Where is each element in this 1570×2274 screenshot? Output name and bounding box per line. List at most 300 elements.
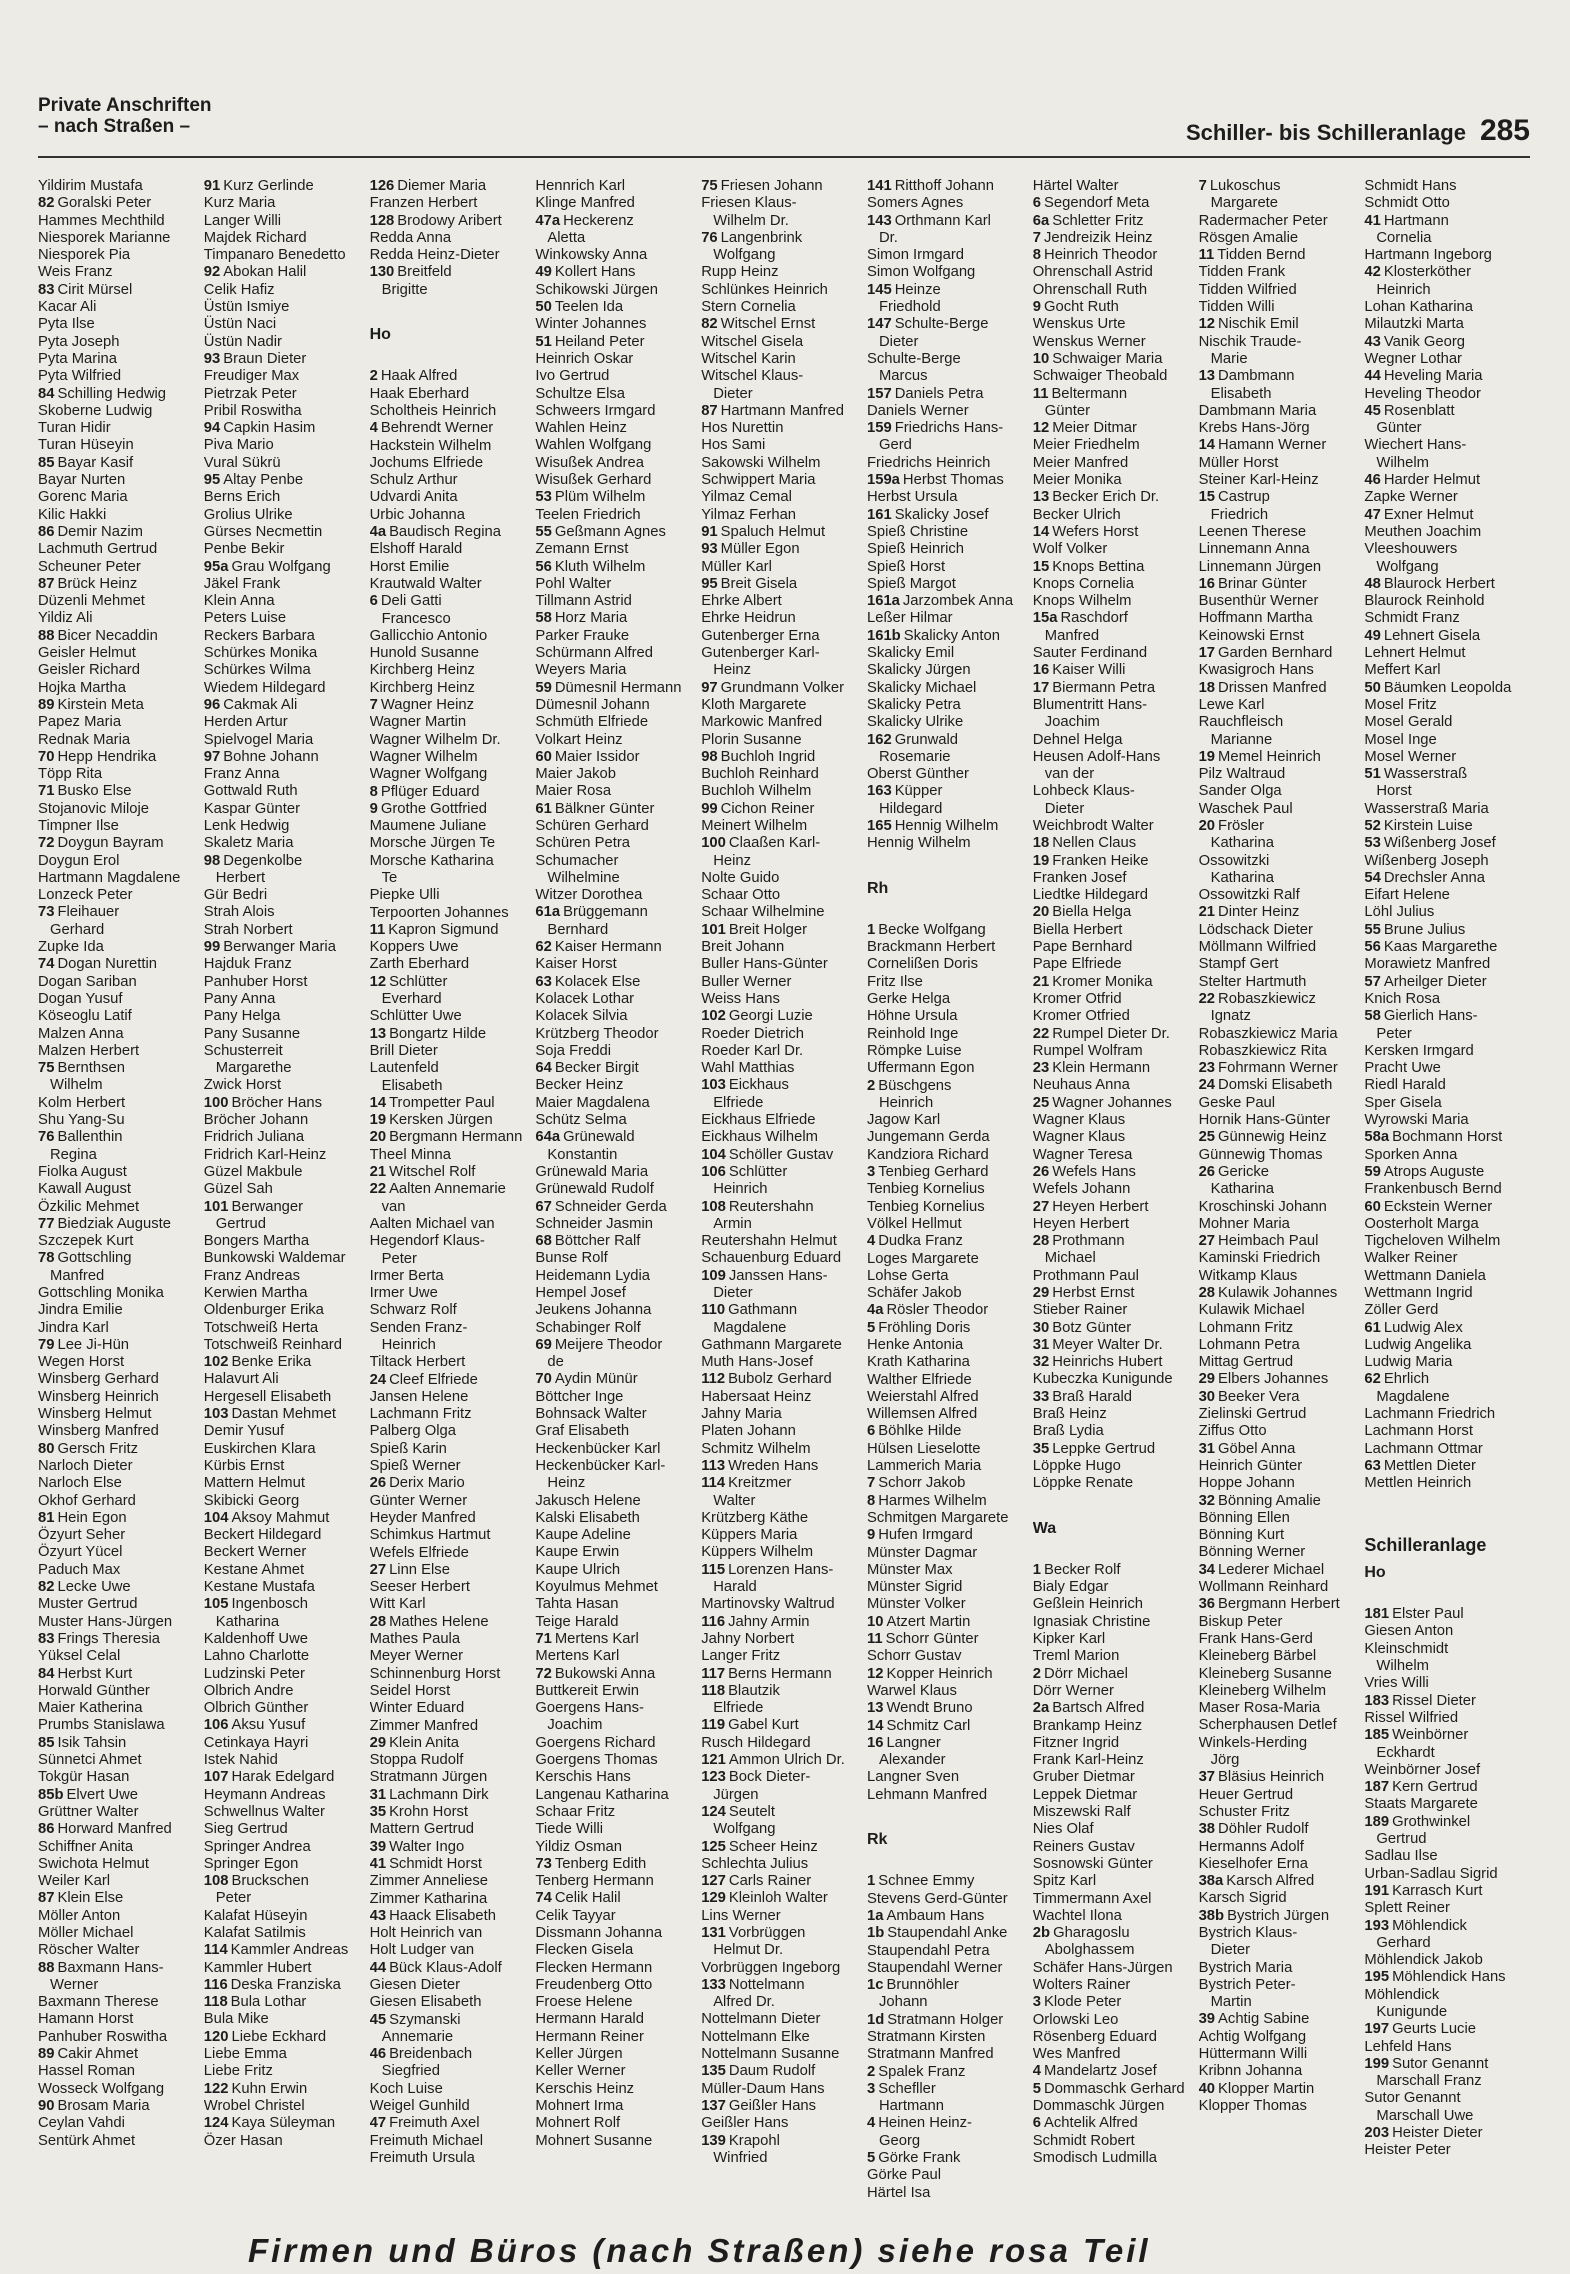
directory-entry <box>535 818 697 835</box>
house-number: 187 <box>1364 1779 1390 1796</box>
directory-entry <box>204 1389 366 1406</box>
resident-name: Niesporek Marianne <box>38 229 171 246</box>
resident-name: Peter <box>215 1890 252 1907</box>
directory-entry <box>867 1908 1029 1925</box>
house-number: 41 <box>1364 212 1381 229</box>
resident-name: Klinge Manfred <box>535 195 635 212</box>
directory-entry <box>204 697 366 714</box>
directory-entry <box>701 1683 863 1700</box>
directory-entry <box>535 783 697 800</box>
resident-name: Drissen Manfred <box>1218 679 1327 696</box>
resident-name: Schütz Selma <box>535 1112 627 1129</box>
directory-entry <box>370 1285 532 1302</box>
directory-entry <box>370 2012 532 2029</box>
resident-name: Güzel Sah <box>203 1181 273 1198</box>
directory-entry <box>1364 1441 1526 1458</box>
resident-name: Wollmann Reinhard <box>1198 1579 1329 1596</box>
resident-name: Hoppe Johann <box>1198 1475 1295 1492</box>
directory-entry <box>38 956 200 973</box>
resident-name: Wenskus Urte <box>1032 316 1126 333</box>
directory-entry <box>370 1960 532 1977</box>
directory-entry <box>701 1250 863 1267</box>
resident-name: Bergmann Herbert <box>1218 1596 1340 1613</box>
resident-name: Vorbrüggen <box>728 1924 806 1941</box>
directory-entry <box>38 1147 200 1164</box>
resident-name: Hartmann <box>1383 212 1449 229</box>
directory-entry <box>370 1596 532 1613</box>
directory-entry <box>38 697 200 714</box>
directory-entry <box>38 1043 200 1060</box>
directory-entry <box>38 368 200 385</box>
directory-entry <box>701 1389 863 1406</box>
resident-name: Schorr Günter <box>885 1631 979 1648</box>
directory-entry <box>867 247 1029 264</box>
resident-name: Hamann Werner <box>1218 437 1327 454</box>
directory-entry <box>1199 1683 1361 1700</box>
resident-name: Maier Jakob <box>535 766 616 783</box>
directory-entry <box>204 559 366 576</box>
directory-entry <box>370 178 532 195</box>
resident-name: Brigitte <box>381 281 428 298</box>
house-number: 15 <box>1032 558 1050 575</box>
resident-name: Frankenbusch Bernd <box>1364 1181 1502 1198</box>
directory-entry <box>204 1631 366 1648</box>
directory-entry <box>701 2011 863 2028</box>
directory-entry <box>38 282 200 299</box>
house-number: 57 <box>1364 973 1381 990</box>
resident-name: Brill Dieter <box>369 1042 438 1059</box>
resident-name: Palberg Olga <box>369 1423 456 1440</box>
resident-name: Geßmann Agnes <box>554 523 666 540</box>
resident-name: Kaupe Erwin <box>535 1544 620 1561</box>
house-number: 25 <box>1032 1094 1050 1111</box>
house-number: 22 <box>1032 1025 1050 1042</box>
directory-entry <box>38 1960 200 1977</box>
house-number: 51 <box>1364 766 1381 783</box>
directory-entry <box>370 801 532 818</box>
resident-name: Terpoorten Johannes <box>369 904 509 921</box>
resident-name: Schultze Elsa <box>535 385 626 402</box>
resident-name: Neuhaus Anna <box>1032 1077 1130 1094</box>
resident-name: Narloch Else <box>38 1475 122 1492</box>
spacer <box>867 905 1029 922</box>
directory-entry <box>38 2098 200 2115</box>
directory-entry <box>535 1458 697 1475</box>
directory-entry <box>1199 1596 1361 1613</box>
directory-entry <box>204 282 366 299</box>
directory-entry <box>535 1666 697 1683</box>
resident-name: Redda Anna <box>369 229 452 246</box>
directory-entry <box>867 1873 1029 1890</box>
directory-entry <box>701 2081 863 2098</box>
house-number: 116 <box>203 1976 228 1993</box>
house-number: 89 <box>38 2046 55 2063</box>
directory-entry <box>535 1216 697 1233</box>
directory-entry <box>204 299 366 316</box>
house-number: 28 <box>369 1613 387 1630</box>
directory-entry <box>535 351 697 368</box>
directory-entry <box>204 1008 366 1025</box>
directory-entry <box>204 368 366 385</box>
house-number: 163 <box>866 783 892 800</box>
directory-entry <box>1364 1866 1526 1883</box>
resident-name: Plorin Susanne <box>701 731 802 748</box>
directory-entry <box>535 1406 697 1423</box>
directory-entry <box>1033 1908 1195 1925</box>
directory-entry <box>867 956 1029 973</box>
directory-entry <box>867 1666 1029 1683</box>
house-number: 10 <box>866 1613 884 1630</box>
directory-entry <box>1364 1796 1526 1813</box>
resident-name: Möller Michael <box>38 1924 134 1941</box>
directory-entry <box>535 1614 697 1631</box>
resident-name: Winsberg Helmut <box>38 1406 152 1423</box>
resident-name: Lohmann Petra <box>1198 1336 1300 1353</box>
directory-entry <box>204 2115 366 2132</box>
resident-name: Seidel Horst <box>369 1682 451 1699</box>
resident-name: Dr. <box>878 229 898 246</box>
resident-name: Seeser Herbert <box>369 1579 470 1596</box>
resident-name: Mosel Inge <box>1364 731 1437 748</box>
directory-entry <box>1033 2046 1195 2063</box>
house-number: 128 <box>369 212 395 229</box>
resident-name: Pyta Marina <box>38 350 117 367</box>
house-number: 46 <box>1364 472 1381 489</box>
directory-entry <box>535 576 697 593</box>
directory-entry <box>1199 1095 1361 1112</box>
resident-name: Busko Else <box>57 783 132 800</box>
resident-name: Günnewig Thomas <box>1198 1146 1323 1163</box>
directory-entry <box>867 1562 1029 1579</box>
directory-entry <box>1364 1969 1526 1986</box>
house-number: 50 <box>535 299 552 316</box>
directory-entry <box>701 1371 863 1388</box>
resident-name: Kleinschmidt <box>1364 1640 1449 1657</box>
resident-name: Herbst Ursula <box>866 489 958 506</box>
directory-entry <box>867 939 1029 956</box>
resident-name: Elfriede <box>713 1700 764 1717</box>
resident-name: Krützberg Käthe <box>701 1509 809 1526</box>
resident-name: Witschel Klaus- <box>701 368 804 385</box>
resident-name: Tenberg Edith <box>554 1855 647 1872</box>
directory-entry <box>204 1821 366 1838</box>
directory-entry <box>701 697 863 714</box>
resident-name: Halavurt Ali <box>203 1371 279 1388</box>
resident-name: Krützberg Theodor <box>535 1025 659 1042</box>
directory-entry <box>1199 922 1361 939</box>
directory-entry <box>1033 247 1195 264</box>
directory-entry <box>701 2098 863 2115</box>
resident-name: Schneider Jasmin <box>535 1215 653 1232</box>
house-number: 14 <box>369 1094 387 1111</box>
house-number: 161a <box>866 593 900 610</box>
directory-entry <box>370 438 532 455</box>
resident-name: Bochmann Horst <box>1392 1129 1503 1146</box>
resident-name: Goergens Hans- <box>535 1700 644 1717</box>
resident-name: Yildirim Mustafa <box>38 178 143 194</box>
resident-name: Hildegard <box>878 800 943 817</box>
directory-entry <box>370 264 532 281</box>
directory-entry <box>204 680 366 697</box>
house-number: 84 <box>38 1665 55 1682</box>
directory-entry <box>38 1475 200 1492</box>
resident-name: Buttkereit Erwin <box>535 1682 640 1699</box>
directory-entry <box>701 732 863 749</box>
directory-entry <box>867 1925 1029 1942</box>
directory-entry <box>1033 2029 1195 2046</box>
directory-entry <box>1364 282 1526 299</box>
resident-name: Schwarz Rolf <box>369 1302 457 1319</box>
resident-name: Dogan Nurettin <box>57 956 157 973</box>
directory-entry <box>1199 507 1361 524</box>
resident-name: Maier Katherina <box>38 1700 143 1717</box>
resident-name: Zimmer Anneliese <box>369 1873 489 1890</box>
house-number: 49 <box>535 264 552 281</box>
directory-entry <box>1033 178 1195 195</box>
directory-entry <box>1199 2098 1361 2115</box>
resident-name: Beeker Vera <box>1218 1388 1300 1405</box>
directory-entry <box>1033 576 1195 593</box>
resident-name: Bohne Johann <box>223 748 319 765</box>
resident-name: Mettlen Heinrich <box>1364 1475 1472 1492</box>
directory-entry <box>1364 559 1526 576</box>
resident-name: Bayar Kasif <box>57 454 134 471</box>
directory-entry <box>1033 1804 1195 1821</box>
directory-entry <box>701 870 863 887</box>
resident-name: Jagow Karl <box>866 1112 941 1129</box>
resident-name: Friesen Johann <box>720 178 823 194</box>
resident-name: Schnee Emmy <box>878 1873 975 1890</box>
resident-name: Goergens Thomas <box>535 1752 658 1769</box>
resident-name: Froese Helene <box>535 1994 633 2011</box>
house-number: 16 <box>1032 662 1050 679</box>
directory-entry <box>204 1458 366 1475</box>
resident-name: Wefers Horst <box>1052 523 1139 540</box>
directory-entry <box>370 1925 532 1942</box>
resident-name: Ehrlich <box>1383 1371 1430 1388</box>
resident-name: Schwaiger Theobald <box>1032 368 1168 385</box>
resident-name: Maumene Juliane <box>369 818 487 835</box>
directory-entry <box>701 1337 863 1354</box>
resident-name: Pyta Wilfried <box>38 368 122 385</box>
resident-name: Holt Ludger van <box>369 1942 475 1959</box>
directory-entry <box>370 1268 532 1285</box>
resident-name: Tenbieg Kornelius <box>866 1181 985 1198</box>
directory-entry <box>370 2098 532 2115</box>
directory-entry <box>535 904 697 921</box>
house-number: 79 <box>38 1336 55 1353</box>
directory-entry <box>1364 818 1526 835</box>
resident-name: Völkel Hellmut <box>866 1215 962 1232</box>
resident-name: Hojka Martha <box>38 679 126 696</box>
resident-name: Gocht Ruth <box>1044 299 1119 316</box>
directory-entry <box>38 1856 200 1873</box>
house-number: 87 <box>38 575 55 592</box>
resident-name: Stern Cornelia <box>701 299 796 316</box>
resident-name: Lachmann Horst <box>1364 1423 1473 1440</box>
resident-name: Weichbrodt Walter <box>1032 817 1154 834</box>
directory-entry <box>1199 1856 1361 1873</box>
resident-name: Habersaat Heinz <box>701 1388 812 1405</box>
directory-entry <box>535 1285 697 1302</box>
resident-name: Achtelik Alfred <box>1044 2115 1138 2132</box>
resident-name: Buchloh Wilhelm <box>701 783 812 800</box>
directory-entry <box>701 1441 863 1458</box>
house-number: 203 <box>1364 2125 1390 2142</box>
house-number: 14 <box>866 1717 884 1734</box>
resident-name: Kleineberg Bärbel <box>1198 1648 1317 1665</box>
resident-name: Graf Elisabeth <box>535 1423 630 1440</box>
resident-name: Diemer Maria <box>397 178 487 194</box>
resident-name: Zwick Horst <box>203 1077 282 1094</box>
directory-entry <box>1199 1942 1361 1959</box>
resident-name: Özyurt Yücel <box>38 1544 123 1561</box>
directory-entry <box>701 2063 863 2080</box>
directory-entry <box>1033 1406 1195 1423</box>
resident-name: Breitfeld <box>397 264 452 281</box>
directory-entry <box>38 922 200 939</box>
directory-entry <box>370 1631 532 1648</box>
house-number: 83 <box>38 1630 55 1647</box>
house-number: 24 <box>369 1371 387 1388</box>
directory-entry <box>1033 628 1195 645</box>
directory-entry <box>867 1026 1029 1043</box>
directory-entry <box>701 680 863 697</box>
resident-name: Gharagoslu <box>1053 1925 1130 1942</box>
directory-entry <box>867 403 1029 420</box>
resident-name: Stojanovic Miloje <box>38 800 150 817</box>
resident-name: Koppers Uwe <box>369 939 459 956</box>
resident-name: Morsche Jürgen Te <box>369 835 496 852</box>
district-heading: Rh <box>866 879 889 897</box>
house-number: 86 <box>38 523 55 540</box>
house-number: 82 <box>38 1579 55 1596</box>
house-number: 99 <box>701 800 718 817</box>
directory-entry <box>370 1994 532 2011</box>
resident-name: Bula Lothar <box>230 1994 307 2011</box>
directory-entry <box>1033 887 1195 904</box>
house-number: 25 <box>1198 1129 1216 1146</box>
resident-name: Brinar Günter <box>1218 575 1307 592</box>
resident-name: Wahl Matthias <box>701 1060 795 1077</box>
resident-name: Friesen Klaus- <box>701 195 797 212</box>
house-number: 114 <box>203 1942 228 1959</box>
resident-name: Dörr Michael <box>1044 1665 1128 1682</box>
resident-name: Uffermann Egon <box>866 1060 975 1077</box>
directory-entry <box>1364 1112 1526 1129</box>
directory-entry <box>701 1873 863 1890</box>
directory-entry <box>1364 489 1526 506</box>
directory-entry <box>867 1112 1029 1129</box>
resident-name: Hüttermann Willi <box>1198 2046 1308 2063</box>
house-number: 59 <box>1364 1163 1381 1180</box>
resident-name: Reckers Barbara <box>203 627 315 644</box>
directory-entry <box>867 1787 1029 1804</box>
directory-entry <box>867 1752 1029 1769</box>
directory-entry <box>38 1026 200 1043</box>
directory-entry <box>701 1908 863 1925</box>
directory-entry <box>370 1199 532 1216</box>
directory-entry <box>1199 662 1361 679</box>
house-number: 24 <box>1198 1077 1216 1094</box>
directory-entry <box>701 1077 863 1094</box>
resident-name: Heymann Andreas <box>203 1786 326 1803</box>
resident-name: Heister Peter <box>1364 2142 1451 2159</box>
directory-entry <box>867 749 1029 766</box>
directory-entry <box>1199 1475 1361 1492</box>
house-number: 181 <box>1364 1606 1390 1623</box>
resident-name: Pyta Joseph <box>38 333 120 350</box>
resident-name: Rosemarie <box>878 748 951 765</box>
house-number: 130 <box>369 264 395 281</box>
resident-name: Schürmann Alfred <box>535 645 654 662</box>
resident-name: Kollert Hans <box>554 264 636 281</box>
directory-entry <box>1199 489 1361 506</box>
directory-entry <box>1364 195 1526 212</box>
resident-name: Muster Hans-Jürgen <box>38 1613 173 1630</box>
resident-name: Derix Mario <box>389 1475 465 1492</box>
directory-entry <box>1364 2021 1526 2038</box>
directory-entry <box>38 351 200 368</box>
directory-entry <box>867 991 1029 1008</box>
resident-name: Hartmann Magdalene <box>38 869 181 886</box>
section-heading <box>38 95 212 137</box>
resident-name: Simon Wolfgang <box>866 264 976 281</box>
house-number: 58 <box>1364 1008 1381 1025</box>
directory-entry <box>867 2185 1029 2202</box>
directory-entry <box>370 1389 532 1406</box>
directory-entry <box>867 368 1029 385</box>
resident-name: Tenbieg Gerhard <box>878 1164 989 1181</box>
directory-entry <box>204 1423 366 1440</box>
directory-entry <box>38 1320 200 1337</box>
resident-name: Leppke Gertrud <box>1052 1440 1156 1457</box>
resident-name: Kromer Otfrid <box>1032 990 1122 1007</box>
house-number: 106 <box>701 1163 726 1180</box>
resident-name: Flecken Hermann <box>535 1959 653 1976</box>
resident-name: Möhlendick Hans <box>1392 1969 1506 1986</box>
directory-entry <box>1199 1406 1361 1423</box>
resident-name: Zupke Ida <box>38 939 104 956</box>
house-number: 89 <box>38 696 55 713</box>
resident-name: Celik Hafiz <box>203 281 275 298</box>
resident-name: Böttcher Inge <box>535 1388 624 1405</box>
resident-name: Dinter Heinz <box>1218 904 1300 921</box>
directory-entry <box>1199 818 1361 835</box>
resident-name: Friedhold <box>878 299 941 316</box>
resident-name: Baxmann Therese <box>38 1994 159 2011</box>
resident-name: Schinnenburg Horst <box>369 1665 501 1682</box>
resident-name: Peter <box>381 1250 417 1267</box>
directory-entry <box>535 1960 697 1977</box>
directory-entry <box>204 1960 366 1977</box>
resident-name: Langer Fritz <box>701 1648 781 1665</box>
directory-entry <box>1364 455 1526 472</box>
directory-entry <box>38 1250 200 1267</box>
resident-name: Höhne Ursula <box>866 1008 958 1025</box>
directory-entry <box>1199 680 1361 697</box>
resident-name: Gutenberger Karl- <box>701 645 820 662</box>
resident-name: Ballenthin <box>57 1129 123 1146</box>
resident-name: Dissmann Johanna <box>535 1924 663 1941</box>
directory-entry <box>204 783 366 800</box>
resident-name: Pany Susanne <box>203 1025 301 1042</box>
resident-name: Waschek Paul <box>1198 800 1293 817</box>
spacer <box>370 299 532 316</box>
house-number: 18 <box>1032 835 1050 852</box>
house-number: 19 <box>1198 748 1216 765</box>
resident-name: Werner <box>50 1976 99 1993</box>
